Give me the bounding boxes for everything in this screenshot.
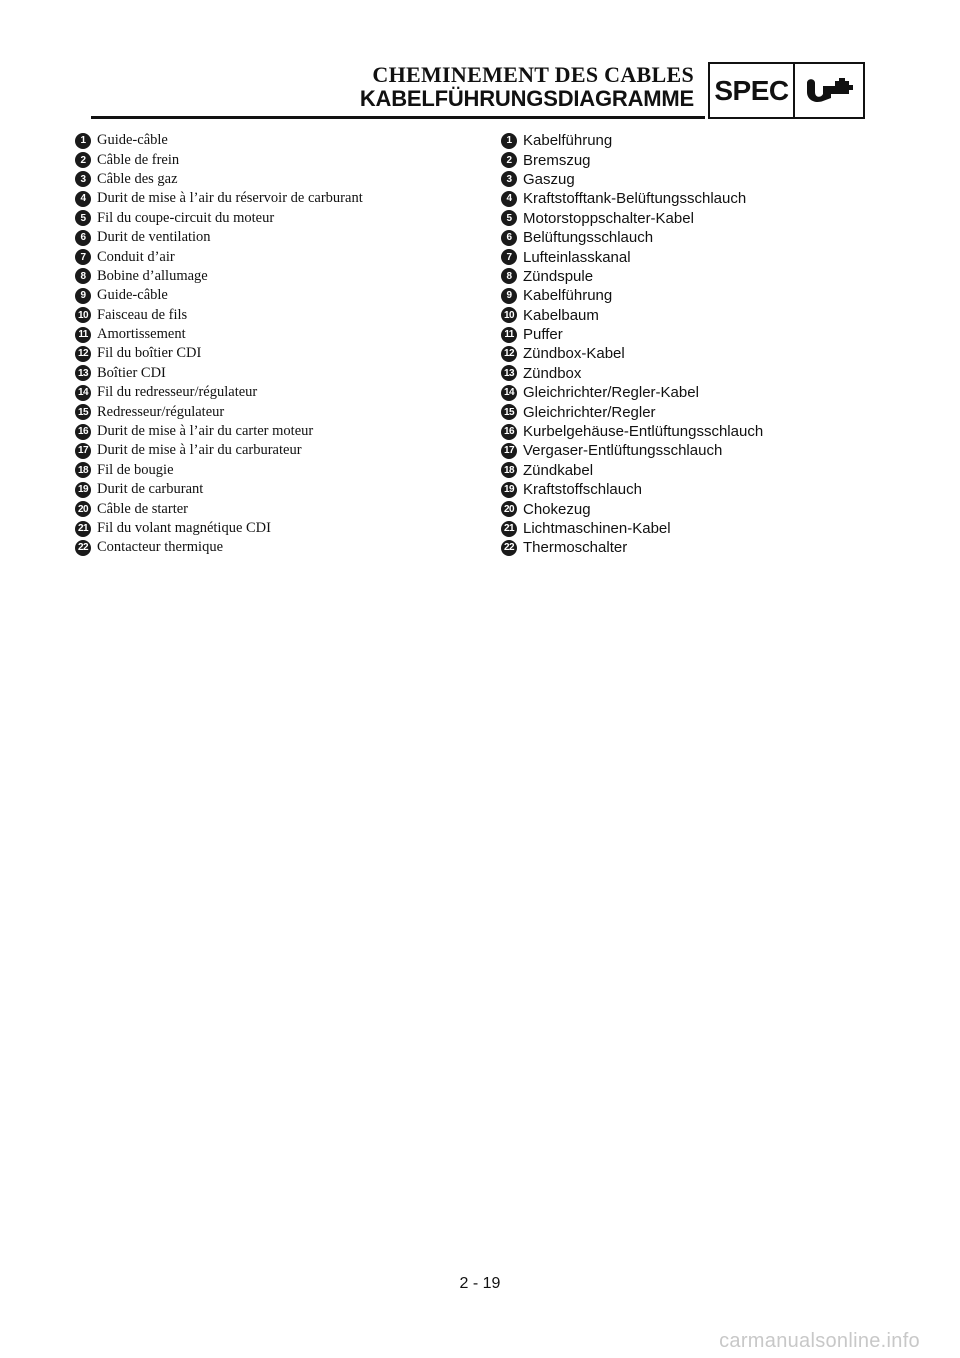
legend-item-fr-3 (75, 170, 475, 189)
item-number: 2 (501, 152, 517, 168)
legend-item-fr-21 (75, 519, 475, 538)
item-number: 17 (501, 443, 517, 459)
item-number: 18 (75, 462, 91, 478)
legend-item-fr-5 (75, 209, 475, 228)
legend-item-fr-9 (75, 286, 475, 305)
legend-item-de-9 (501, 286, 901, 305)
legend-item-de-3 (501, 170, 901, 189)
item-number: 19 (75, 482, 91, 498)
item-number: 7 (75, 249, 91, 265)
legend-item-fr-16 (75, 422, 475, 441)
item-number: 15 (501, 404, 517, 420)
legend-item-de-21 (501, 519, 901, 538)
item-number: 21 (501, 521, 517, 537)
watermark: carmanualsonline.info (719, 1330, 920, 1352)
item-number: 10 (75, 307, 91, 323)
item-number: 8 (501, 268, 517, 284)
spec-icon-cell (795, 64, 863, 117)
item-number: 20 (501, 501, 517, 517)
item-label: Kabelbaum (523, 306, 599, 324)
legend-item-de-18 (501, 461, 901, 480)
item-label: Kabelführung (523, 132, 613, 150)
item-number: 14 (501, 385, 517, 401)
item-label: Fil du volant magnétique CDI (97, 520, 271, 536)
item-number: 17 (75, 443, 91, 459)
legend-item-de-15 (501, 402, 901, 421)
wrench-icon (801, 74, 857, 108)
item-number: 3 (75, 171, 91, 187)
legend-item-fr-15 (75, 402, 475, 421)
item-label: Kraftstoffschlauch (523, 481, 642, 499)
legend-item-de-13 (501, 364, 901, 383)
item-label: Zündbox (523, 364, 582, 382)
item-label: Gleichrichter/Regler-Kabel (523, 384, 699, 402)
item-number: 9 (501, 288, 517, 304)
legend-item-fr-4 (75, 189, 475, 208)
item-number: 15 (75, 404, 91, 420)
legend-item-de-5 (501, 209, 901, 228)
item-label: Durit de mise à l’air du carburateur (97, 442, 302, 459)
header-rule (91, 116, 705, 119)
item-number: 13 (501, 365, 517, 381)
item-label: Fil du redresseur/régulateur (97, 384, 258, 401)
legend-item-de-14 (501, 383, 901, 402)
item-number: 18 (501, 462, 517, 478)
item-label: Belüftungsschlauch (523, 229, 654, 247)
item-number: 20 (75, 501, 91, 517)
legend-item-de-7 (501, 247, 901, 266)
item-label: Vergaser-Entlüftungsschlauch (523, 442, 723, 460)
item-number: 12 (501, 346, 517, 362)
item-label: Kurbelgehäuse-Entlüftungsschlauch (523, 423, 764, 441)
item-number: 19 (501, 482, 517, 498)
legend-item-fr-1 (75, 131, 475, 150)
item-label: Câble des gaz (97, 170, 178, 187)
item-number: 1 (501, 133, 517, 149)
item-label: Thermoschalter (523, 539, 628, 557)
item-label: Contacteur thermique (97, 539, 224, 556)
item-number: 21 (75, 521, 91, 537)
legend-item-de-6 (501, 228, 901, 247)
legend-item-de-22 (501, 538, 901, 557)
item-number: 10 (501, 307, 517, 323)
item-number: 5 (75, 210, 91, 226)
item-number: 11 (501, 327, 517, 343)
legend-item-fr-8 (75, 267, 475, 286)
item-label: Redresseur/régulateur (97, 403, 225, 420)
item-label: Durit de mise à l’air du carter moteur (97, 423, 314, 440)
legend-item-de-2 (501, 150, 901, 169)
legend-list-fr (75, 131, 475, 558)
item-label: Conduit d’air (97, 248, 175, 265)
item-label: Puffer (523, 326, 563, 344)
item-number: 14 (75, 385, 91, 401)
item-label: Durit de carburant (97, 481, 204, 498)
legend-item-de-1 (501, 131, 901, 150)
item-number: 22 (501, 540, 517, 556)
legend-item-de-17 (501, 441, 901, 460)
legend-item-de-11 (501, 325, 901, 344)
legend-item-fr-6 (75, 228, 475, 247)
item-number: 13 (75, 365, 91, 381)
legend-item-fr-17 (75, 441, 475, 460)
item-number: 16 (75, 424, 91, 440)
spec-label: SPEC (710, 64, 795, 117)
item-label: Bremszug (523, 151, 591, 169)
item-number: 1 (75, 133, 91, 149)
item-number: 22 (75, 540, 91, 556)
item-label: Amortissement (97, 326, 186, 343)
item-number: 9 (75, 288, 91, 304)
item-label: Gaszug (523, 170, 575, 188)
legend-item-fr-20 (75, 499, 475, 518)
legend-item-de-12 (501, 344, 901, 363)
item-label: Fil du boîtier CDI (97, 345, 202, 362)
item-label: Durit de ventilation (97, 229, 211, 246)
item-label: Guide-câble (97, 132, 168, 149)
legend-item-de-10 (501, 306, 901, 325)
legend-item-de-19 (501, 480, 901, 499)
item-label: Zündkabel (523, 461, 594, 479)
item-number: 8 (75, 268, 91, 284)
item-label: Guide-câble (97, 287, 168, 304)
item-number: 6 (501, 230, 517, 246)
legend-item-fr-12 (75, 344, 475, 363)
item-label: Gleichrichter/Regler (523, 403, 656, 421)
item-label: Zündbox-Kabel (523, 345, 625, 363)
item-number: 2 (75, 152, 91, 168)
item-number: 6 (75, 230, 91, 246)
item-number: 7 (501, 249, 517, 265)
item-label: Lufteinlasskanal (523, 248, 631, 266)
legend-list-de (501, 131, 901, 558)
item-label: Câble de starter (97, 500, 188, 517)
item-label: Fil du coupe-circuit du moteur (97, 209, 275, 226)
section-title-fr: CHEMINEMENT DES CABLES (372, 62, 694, 87)
item-label: Durit de mise à l’air du réservoir de carburant (97, 190, 363, 207)
legend-item-de-20 (501, 499, 901, 518)
legend-item-fr-22 (75, 538, 475, 557)
item-label: Lichtmaschinen-Kabel (523, 520, 671, 537)
item-label: Boîtier CDI (97, 364, 166, 381)
legend-item-fr-10 (75, 306, 475, 325)
legend-item-fr-14 (75, 383, 475, 402)
item-label: Câble de frein (97, 151, 180, 168)
section-title-de: KABELFÜHRUNGSDIAGRAMME (359, 86, 694, 111)
legend-item-fr-18 (75, 461, 475, 480)
legend-item-fr-7 (75, 247, 475, 266)
item-number: 16 (501, 424, 517, 440)
legend-item-fr-13 (75, 364, 475, 383)
item-number: 4 (75, 191, 91, 207)
page-number: 2 - 19 (459, 1275, 501, 1292)
item-label: Motorstoppschalter-Kabel (523, 209, 694, 227)
item-label: Chokezug (523, 500, 591, 518)
legend-item-de-16 (501, 422, 901, 441)
item-label: Fil de bougie (97, 461, 174, 478)
item-label: Zündspule (523, 267, 594, 285)
legend-item-fr-11 (75, 325, 475, 344)
legend-item-de-4 (501, 189, 901, 208)
item-label: Kraftstofftank-Belüftungsschlauch (523, 190, 747, 208)
legend-item-de-8 (501, 267, 901, 286)
item-label: Kabelführung (523, 287, 613, 305)
item-number: 12 (75, 346, 91, 362)
item-number: 11 (75, 327, 91, 343)
item-number: 3 (501, 171, 517, 187)
legend-item-fr-19 (75, 480, 475, 499)
spec-badge (708, 62, 865, 119)
item-number: 4 (501, 191, 517, 207)
item-label: Faisceau de fils (97, 306, 188, 323)
legend-item-fr-2 (75, 150, 475, 169)
item-number: 5 (501, 210, 517, 226)
item-label: Bobine d’allumage (97, 267, 208, 284)
